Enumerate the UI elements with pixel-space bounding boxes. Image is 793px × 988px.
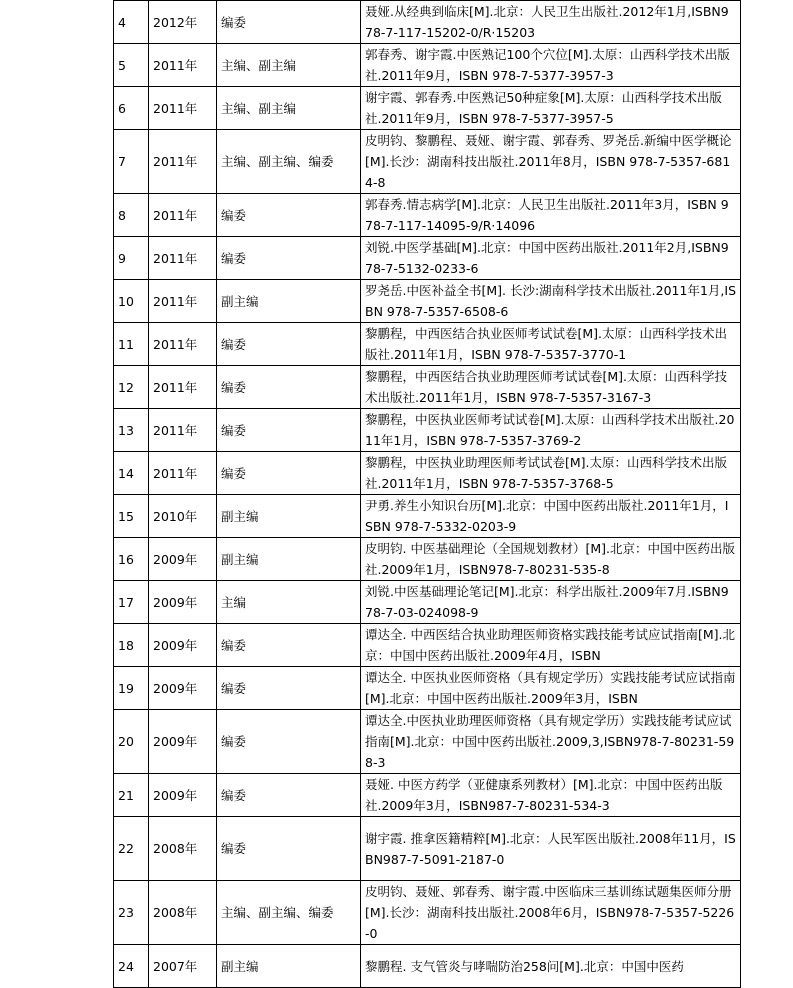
table-row (114, 44, 741, 87)
table-row (114, 495, 741, 538)
row-number: 4 (114, 1, 149, 44)
table-row (114, 581, 741, 624)
row-role: 编委 (217, 624, 361, 667)
row-role: 编委 (217, 452, 361, 495)
row-role: 副主编 (217, 538, 361, 581)
row-year: 2011年 (149, 452, 217, 495)
row-number: 15 (114, 495, 149, 538)
table-row (114, 817, 741, 881)
row-year: 2011年 (149, 366, 217, 409)
row-number: 19 (114, 667, 149, 710)
row-role: 编委 (217, 237, 361, 280)
table-row (114, 366, 741, 409)
row-reference: 刘锐.中医学基础[M].北京：中国中医药出版社.2011年2月,ISBN978-7-5132-0233-6 (361, 237, 741, 280)
row-year: 2011年 (149, 323, 217, 366)
row-reference: 谭达全. 中西医结合执业助理医师资格实践技能考试应试指南[M].北京：中国中医药出版社.2009年4月，ISBN (361, 624, 741, 667)
row-year: 2011年 (149, 130, 217, 194)
row-year: 2011年 (149, 280, 217, 323)
row-reference: 皮明钧. 中医基础理论（全国规划教材）[M].北京：中国中医药出版社.2009年1月，ISBN978-7-80231-535-8 (361, 538, 741, 581)
row-year: 2011年 (149, 194, 217, 237)
row-number: 6 (114, 87, 149, 130)
row-role: 编委 (217, 817, 361, 881)
row-number: 20 (114, 710, 149, 774)
row-role: 主编 (217, 581, 361, 624)
row-number: 17 (114, 581, 149, 624)
row-role: 副主编 (217, 945, 361, 988)
row-year: 2011年 (149, 409, 217, 452)
row-number: 11 (114, 323, 149, 366)
table-row (114, 624, 741, 667)
row-year: 2011年 (149, 44, 217, 87)
row-role: 主编、副主编、编委 (217, 130, 361, 194)
row-reference: 郭春秀.情志病学[M].北京：人民卫生出版社.2011年3月，ISBN 978-7-117-14095-9/R·14096 (361, 194, 741, 237)
row-year: 2009年 (149, 624, 217, 667)
table-row (114, 237, 741, 280)
row-role: 副主编 (217, 495, 361, 538)
row-number: 5 (114, 44, 149, 87)
row-reference: 黎鹏程，中西医结合执业助理医师考试试卷[M].太原：山西科学技术出版社.2011年1月，ISBN 978-7-5357-3167-3 (361, 366, 741, 409)
table-row (114, 130, 741, 194)
row-number: 12 (114, 366, 149, 409)
row-reference: 谢宇霞、郭春秀.中医熟记50种症象[M].太原：山西科学技术出版社.2011年9月，ISBN 978-7-5377-3957-5 (361, 87, 741, 130)
row-role: 编委 (217, 323, 361, 366)
row-reference: 谭达全. 中医执业医师资格（具有规定学历）实践技能考试应试指南 [M].北京：中国中医药出版社.2009年3月，ISBN (361, 667, 741, 710)
row-reference: 皮明钧、黎鹏程、聂娅、谢宇霞、郭春秀、罗尧岳.新编中医学概论[M].长沙：湖南科技出版社.2011年8月，ISBN 978-7-5357-6814-8 (361, 130, 741, 194)
row-role: 副主编 (217, 280, 361, 323)
row-role: 编委 (217, 710, 361, 774)
row-role: 主编、副主编 (217, 87, 361, 130)
row-number: 9 (114, 237, 149, 280)
row-number: 7 (114, 130, 149, 194)
row-number: 23 (114, 881, 149, 945)
row-year: 2008年 (149, 881, 217, 945)
row-reference: 黎鹏程，中西医结合执业医师考试试卷[M].太原：山西科学技术出版社.2011年1月，ISBN 978-7-5357-3770-1 (361, 323, 741, 366)
table-row (114, 667, 741, 710)
table-row (114, 280, 741, 323)
row-year: 2010年 (149, 495, 217, 538)
table-row (114, 409, 741, 452)
row-role: 主编、副主编、编委 (217, 881, 361, 945)
row-year: 2011年 (149, 237, 217, 280)
row-year: 2012年 (149, 1, 217, 44)
row-number: 16 (114, 538, 149, 581)
row-number: 18 (114, 624, 149, 667)
row-reference: 聂娅. 中医方药学（亚健康系列教材）[M].北京：中国中医药出版社.2009年3月，ISBN987-7-80231-534-3 (361, 774, 741, 817)
row-number: 10 (114, 280, 149, 323)
row-year: 2009年 (149, 538, 217, 581)
row-year: 2011年 (149, 87, 217, 130)
row-role: 主编、副主编 (217, 44, 361, 87)
row-reference: 黎鹏程. 支气管炎与哮喘防治258问[M].北京：中国中医药 (361, 945, 741, 988)
row-number: 24 (114, 945, 149, 988)
row-reference: 黎鹏程，中医执业助理医师考试试卷[M].太原：山西科学技术出版社.2011年1月，ISBN 978-7-5357-3768-5 (361, 452, 741, 495)
row-year: 2008年 (149, 817, 217, 881)
table-row (114, 323, 741, 366)
table-row (114, 945, 741, 988)
row-number: 14 (114, 452, 149, 495)
table-row (114, 710, 741, 774)
table-row (114, 774, 741, 817)
row-reference: 皮明钧、聂娅、郭春秀、谢宇霞.中医临床三基训练试题集医师分册[M].长沙：湖南科技出版社.2008年6月，ISBN978-7-5357-5226-0 (361, 881, 741, 945)
row-reference: 刘锐.中医基础理论笔记[M].北京：科学出版社.2009年7月.ISBN978-7-03-024098-9 (361, 581, 741, 624)
row-reference: 罗尧岳.中医补益全书[M]. 长沙:湖南科学技术出版社.2011年1月,ISBN 978-7-5357-6508-6 (361, 280, 741, 323)
table-row (114, 1, 741, 44)
row-role: 编委 (217, 409, 361, 452)
row-reference: 郭春秀、谢宇霞.中医熟记100个穴位[M].太原：山西科学技术出版社.2011年9月，ISBN 978-7-5377-3957-3 (361, 44, 741, 87)
table-row (114, 87, 741, 130)
table-row (114, 452, 741, 495)
row-year: 2009年 (149, 774, 217, 817)
row-role: 编委 (217, 667, 361, 710)
row-year: 2009年 (149, 581, 217, 624)
row-number: 13 (114, 409, 149, 452)
row-year: 2007年 (149, 945, 217, 988)
row-role: 编委 (217, 194, 361, 237)
table-row (114, 538, 741, 581)
row-reference: 聂娅.从经典到临床[M].北京：人民卫生出版社.2012年1月,ISBN978-7-117-15202-0/R·15203 (361, 1, 741, 44)
row-role: 编委 (217, 774, 361, 817)
row-year: 2009年 (149, 710, 217, 774)
publications-table-body (114, 1, 741, 988)
row-reference: 谢宇霞. 推拿医籍精粹[M].北京：人民军医出版社.2008年11月，ISBN987-7-5091-2187-0 (361, 817, 741, 881)
row-number: 22 (114, 817, 149, 881)
row-number: 21 (114, 774, 149, 817)
table-row (114, 194, 741, 237)
row-number: 8 (114, 194, 149, 237)
row-role: 编委 (217, 1, 361, 44)
row-year: 2009年 (149, 667, 217, 710)
publications-table (113, 0, 741, 988)
row-role: 编委 (217, 366, 361, 409)
row-reference: 黎鹏程，中医执业医师考试试卷[M].太原：山西科学技术出版社.2011年1月，ISBN 978-7-5357-3769-2 (361, 409, 741, 452)
row-reference: 谭达全.中医执业助理医师资格（具有规定学历）实践技能考试应试指南[M].北京：中国中医药出版社.2009,3,ISBN978-7-80231-598-3 (361, 710, 741, 774)
row-reference: 尹勇.养生小知识台历[M].北京：中国中医药出版社.2011年1月，ISBN 978-7-5332-0203-9 (361, 495, 741, 538)
